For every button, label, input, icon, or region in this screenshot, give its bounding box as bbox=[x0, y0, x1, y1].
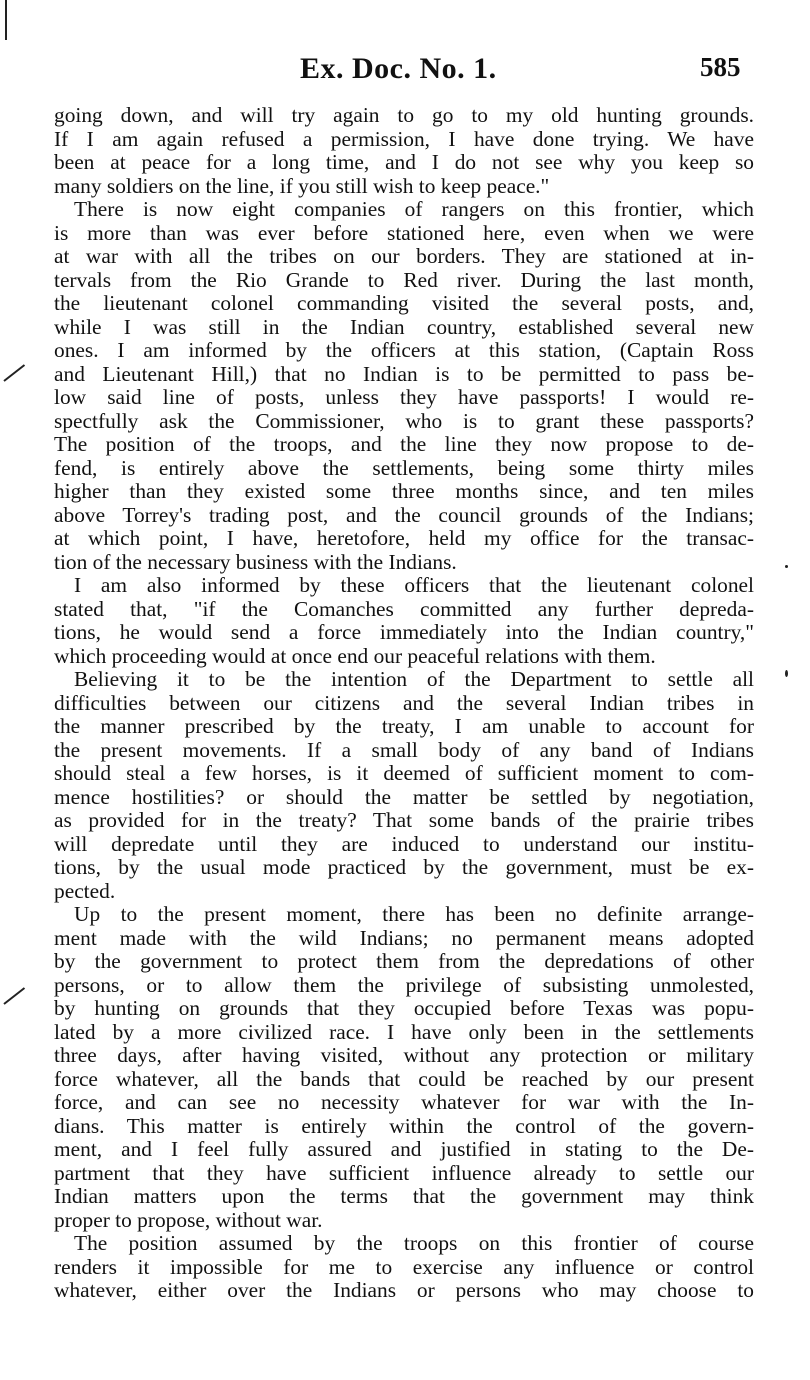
text-line: going down, and will try again to go to my old hunting grounds. bbox=[54, 103, 754, 127]
document-header-title: Ex. Doc. No. 1. bbox=[300, 52, 497, 85]
page-edge-line bbox=[5, 0, 7, 40]
ink-speck bbox=[785, 670, 788, 677]
text-line: The position of the troops, and the line they now propose to de- bbox=[54, 432, 754, 456]
text-line: and Lieutenant Hill,) that no Indian is to be permitted to pass be- bbox=[54, 361, 754, 386]
text-line: will depredate until they are induced to understand our institu- bbox=[54, 831, 754, 856]
text-line: should steal a few horses, is it deemed of sufficient moment to com- bbox=[54, 761, 754, 785]
text-line: three days, after having visited, without any protection or military bbox=[54, 1043, 754, 1067]
text-line: difficulties between our citizens and the several Indian tribes in bbox=[54, 690, 754, 715]
text-line: There is now eight companies of rangers on this frontier, which bbox=[74, 197, 754, 221]
text-line: by the government to protect them from the depredations of other bbox=[54, 949, 754, 973]
text-line: is more than was ever before stationed here, even when we were bbox=[54, 220, 754, 245]
text-line: fend, is entirely above the settlements, being some thirty miles bbox=[54, 455, 754, 480]
text-line: by hunting on grounds that they occupied before Texas was popu- bbox=[54, 996, 754, 1020]
text-line: the lieutenant colonel commanding visited the several posts, and, bbox=[54, 291, 754, 315]
text-line: stated that, "if the Comanches committed any further depreda- bbox=[54, 596, 754, 621]
text-line: been at peace for a long time, and I do not see why you keep so bbox=[54, 150, 754, 174]
text-line: Believing it to be the intention of the Department to settle all bbox=[74, 667, 754, 691]
text-line: If I am again refused a permission, I have done trying. We have bbox=[54, 126, 754, 151]
text-line: the manner prescribed by the treaty, I am unable to account for bbox=[54, 714, 754, 738]
text-line: tervals from the Rio Grande to Red river. During the last month, bbox=[54, 267, 754, 292]
text-line: renders it impossible for me to exercise any influence or control bbox=[54, 1254, 754, 1279]
text-line: ones. I am informed by the officers at this station, (Captain Ross bbox=[54, 338, 754, 362]
text-line: which proceeding would at once end our peaceful relations with them. bbox=[54, 643, 656, 668]
text-line: The position assumed by the troops on this frontier of course bbox=[74, 1231, 754, 1255]
text-line: lated by a more civilized race. I have only been in the settlements bbox=[54, 1019, 754, 1044]
text-line: many soldiers on the line, if you still wish to keep peace." bbox=[54, 173, 550, 198]
text-line: above Torrey's trading post, and the council grounds of the Indians; bbox=[54, 502, 754, 527]
text-line: partment that they have sufficient influence already to settle our bbox=[54, 1160, 754, 1185]
text-line: proper to propose, without war. bbox=[54, 1207, 323, 1232]
text-line: ment, and I feel fully assured and justified in stating to the De- bbox=[54, 1137, 754, 1161]
text-line: force, and can see no necessity whatever for war with the In- bbox=[54, 1090, 754, 1114]
text-line: tions, he would send a force immediately into the Indian country," bbox=[54, 620, 754, 644]
text-line: persons, or to allow them the privilege of subsisting unmolested, bbox=[54, 972, 754, 997]
text-line: while I was still in the Indian country, established several new bbox=[54, 314, 754, 339]
text-line: whatever, either over the Indians or persons who may choose to bbox=[54, 1278, 754, 1302]
text-line: pected. bbox=[54, 878, 116, 903]
margin-mark bbox=[3, 987, 25, 1005]
text-line: mence hostilities? or should the matter be settled by negotiation, bbox=[54, 784, 754, 809]
page-number: 585 bbox=[700, 52, 741, 82]
text-line: higher than they existed some three months since, and ten miles bbox=[54, 479, 754, 503]
text-line: low said line of posts, unless they have passports! I would re- bbox=[54, 385, 754, 409]
text-line: spectfully ask the Commissioner, who is to grant these passports? bbox=[54, 408, 754, 433]
text-line: force whatever, all the bands that could be reached by our present bbox=[54, 1066, 754, 1091]
text-line: Up to the present moment, there has been no definite arrange- bbox=[74, 902, 754, 926]
text-line: as provided for in the treaty? That some bands of the prairie tribes bbox=[54, 808, 754, 832]
text-line: tion of the necessary business with the Indians. bbox=[54, 549, 457, 574]
body-text bbox=[54, 104, 754, 1303]
margin-mark bbox=[3, 364, 25, 382]
ink-speck bbox=[785, 565, 788, 568]
text-line: tions, by the usual mode practiced by the government, must be ex- bbox=[54, 855, 754, 879]
text-line: dians. This matter is entirely within the control of the govern- bbox=[54, 1113, 754, 1138]
text-line: the present movements. If a small body of any band of Indians bbox=[54, 737, 754, 762]
text-line: ment made with the wild Indians; no permanent means adopted bbox=[54, 925, 754, 950]
text-line: Indian matters upon the terms that the government may think bbox=[54, 1184, 754, 1208]
text-line: I am also informed by these officers that the lieutenant colonel bbox=[74, 573, 754, 597]
text-line: at which point, I have, heretofore, held my office for the transac- bbox=[54, 526, 754, 550]
text-line: at war with all the tribes on our borders. They are stationed at in- bbox=[54, 244, 754, 268]
